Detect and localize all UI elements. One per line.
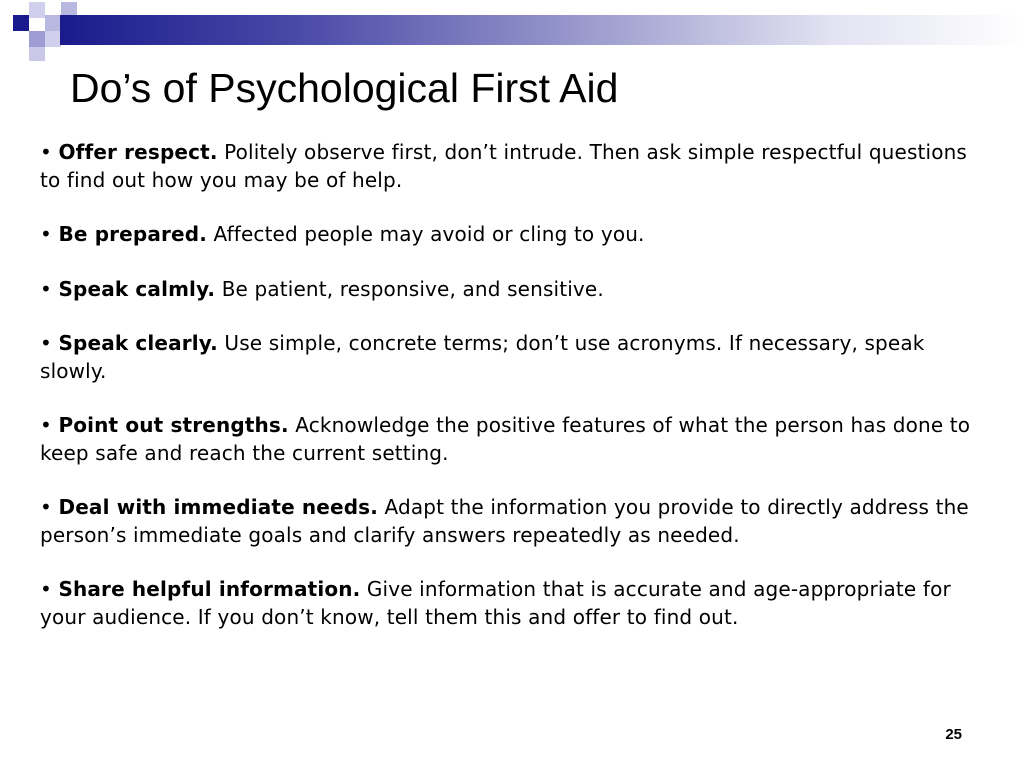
decor-square-navy [13, 15, 29, 31]
bullet-marker: • [40, 222, 52, 246]
bullet-text: Acknowledge the positive features of what the person has done to keep safe and reach the current setting. [40, 413, 971, 465]
bullet-marker: • [40, 413, 52, 437]
bullet-text: Be patient, responsive, and sensitive. [221, 276, 604, 301]
bullet-item [40, 576, 980, 631]
bullet-item [40, 330, 980, 385]
bullet-text: Affected people may avoid or cling to you. [213, 222, 645, 246]
bullet-heading: Be prepared. [58, 222, 207, 246]
bullet-item [40, 221, 980, 249]
header-gradient-bar [60, 15, 1024, 45]
decor-square-lavender [29, 31, 45, 47]
bullet-heading: Share helpful information. [58, 577, 361, 601]
bullet-list [40, 139, 980, 658]
bullet-text: Give information that is accurate and age-appropriate for your audience. If you don’t know, tell them this and offer to find out. [40, 577, 951, 629]
decor-square-lavender [45, 15, 61, 31]
bullet-marker: • [40, 495, 52, 519]
bullet-heading: Speak clearly. [58, 331, 218, 355]
decor-square-light [29, 2, 45, 18]
bullet-item [40, 139, 980, 194]
bullet-heading: Offer respect. [58, 140, 218, 164]
bullet-text: Adapt the information you provide to directly address the person’s immediate goals and clarify answers repeatedly as needed. [40, 495, 969, 547]
page-number: 25 [945, 726, 962, 743]
bullet-text: Use simple, concrete terms; don’t use acronyms. If necessary, speak slowly. [40, 331, 925, 383]
decor-square-lavender [29, 47, 45, 61]
decor-square-light [45, 31, 61, 47]
slide-title: Do’s of Psychological First Aid [70, 65, 619, 111]
bullet-heading: Deal with immediate needs. [58, 495, 378, 519]
bullet-item [40, 276, 980, 304]
bullet-heading: Speak calmly. [58, 276, 216, 301]
bullet-item [40, 494, 980, 549]
bullet-item [40, 412, 980, 467]
bullet-marker: • [40, 140, 52, 164]
bullet-text: Politely observe first, don’t intrude. Then ask simple respectful questions to find out how you may be of help. [40, 140, 967, 192]
bullet-marker: • [40, 331, 52, 355]
bullet-marker: • [40, 276, 52, 301]
bullet-heading: Point out strengths. [58, 413, 289, 437]
bullet-marker: • [40, 577, 52, 601]
